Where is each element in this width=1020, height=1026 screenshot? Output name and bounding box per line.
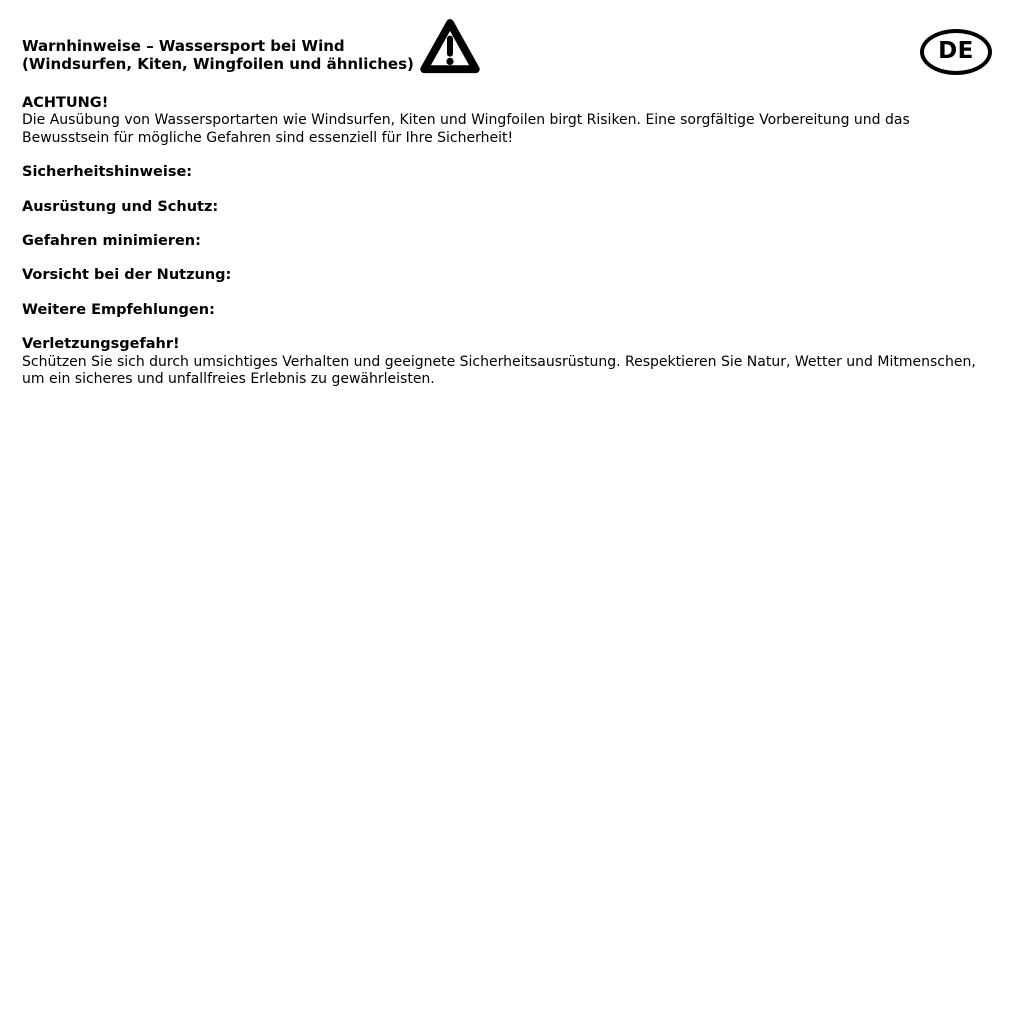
section-heading: Ausrüstung und Schutz: bbox=[22, 198, 219, 215]
warning-triangle-icon bbox=[420, 16, 480, 78]
section-heading: Gefahren minimieren: bbox=[22, 233, 201, 250]
section-heading: Vorsicht bei der Nutzung: bbox=[22, 267, 232, 284]
section bbox=[22, 95, 992, 147]
document-title bbox=[22, 37, 414, 73]
section-heading: Weitere Empfehlungen: bbox=[22, 301, 215, 318]
document-title-line2: (Windsurfen, Kiten, Wingfoilen und ähnliches) bbox=[22, 55, 414, 73]
language-badge bbox=[920, 29, 992, 75]
section bbox=[22, 199, 992, 216]
document-title-line1: Warnhinweise – Wassersport bei Wind bbox=[22, 37, 345, 55]
section bbox=[22, 164, 992, 181]
section-paragraph: Die Ausübung von Wassersportarten wie Windsurfen, Kiten und Wingfoilen birgt Risiken. Eine sorgfältige Vorbereitung und das Bewusstsein für mögliche Gefahren sind essenziell für Ihre Sicherheit! bbox=[22, 112, 910, 146]
section-heading: Verletzungsgefahr! bbox=[22, 336, 180, 353]
section-heading: Sicherheitshinweise: bbox=[22, 164, 193, 181]
document-body bbox=[22, 95, 992, 388]
section bbox=[22, 233, 992, 250]
section-paragraph: Schützen Sie sich durch umsichtiges Verhalten und geeignete Sicherheitsausrüstung. Respektieren Sie Natur, Wetter und Mitmenschen, um ein sicheres und unfallfreies Erlebnis zu gewährleisten. bbox=[22, 353, 976, 388]
section bbox=[22, 267, 992, 284]
section-heading: ACHTUNG! bbox=[22, 95, 109, 111]
language-badge-label: DE bbox=[938, 38, 974, 65]
section bbox=[22, 336, 992, 388]
section bbox=[22, 302, 992, 319]
document-header bbox=[22, 16, 992, 78]
